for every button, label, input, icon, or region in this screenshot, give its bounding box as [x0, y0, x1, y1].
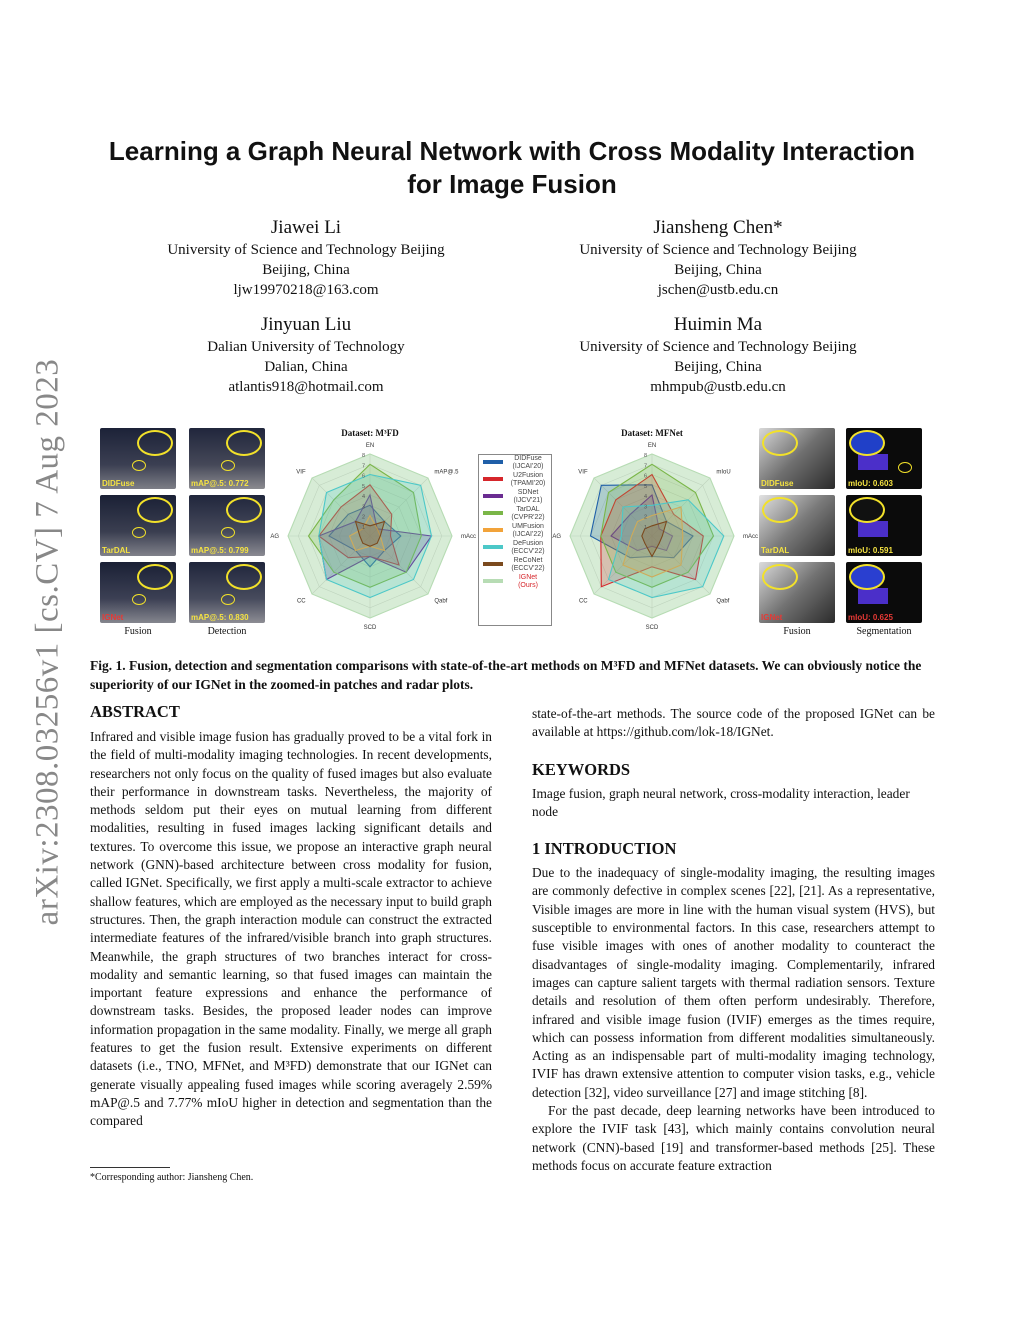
- zoom-circle: [221, 594, 235, 605]
- author-affiliation: University of Science and Technology Beijing: [579, 339, 857, 355]
- detection-image-tile: [189, 562, 265, 623]
- author-affiliation: University of Science and Technology Beijing: [167, 242, 445, 258]
- zoom-circle: [226, 564, 262, 590]
- ring-tick-label: 7: [361, 463, 365, 470]
- footnote: *Corresponding author: Jiansheng Chen.: [90, 1172, 254, 1183]
- zoom-circle: [762, 430, 798, 456]
- legend-name: UMFusion: [512, 523, 544, 530]
- fusion-image-tile: [100, 428, 176, 489]
- axis-label: CC: [296, 598, 306, 605]
- zoom-circle: [221, 527, 235, 538]
- left-column: [90, 702, 492, 1131]
- author-block: [130, 313, 482, 397]
- legend-swatch: [483, 579, 503, 583]
- author-location: Beijing, China: [262, 262, 350, 278]
- legend-item: [479, 506, 551, 523]
- author-block: [130, 216, 482, 300]
- author-location: Beijing, China: [674, 359, 762, 375]
- zoom-circle: [137, 564, 173, 590]
- legend-item: [479, 489, 551, 506]
- ring-tick-label: 3: [643, 504, 647, 511]
- axis-label: VIF: [296, 469, 306, 476]
- zoom-circle: [849, 430, 885, 456]
- axis-label: mAcc: [461, 534, 476, 540]
- zoom-circle: [221, 460, 235, 471]
- legend-venue: (TPAMI'20): [510, 480, 546, 487]
- segmentation-image-tile: [846, 428, 922, 489]
- fusion-image-tile: [759, 562, 835, 623]
- axis-label: mIoU: [716, 469, 731, 476]
- tile-label: mAP@.5: 0.799: [191, 546, 249, 555]
- segment-region: [858, 588, 888, 604]
- author-location: Beijing, China: [674, 262, 762, 278]
- tile-label: mIoU: 0.603: [848, 479, 893, 488]
- ring-tick-label: 6: [361, 473, 365, 480]
- figure-1: [100, 424, 924, 642]
- chart-title: Dataset: MFNet: [621, 428, 683, 438]
- tile-label: mAP@.5: 0.830: [191, 613, 249, 622]
- tile-label: mAP@.5: 0.772: [191, 479, 249, 488]
- abstract-text: Infrared and visible image fusion has gradually proved to be a vital fork in the field of multi-modality imaging technologies. In recent developments, researchers not only focus on the quality of fused images but also evaluate their performance in downstream tasks. Nevertheless, the majority of methods seldom put their eyes on mutual learning from different modalities, resulting in fused images lacking significant details and textures. To overcome this issue, we propose an interactive graph neural network (GNN)-based architecture between cross modality for fusion, called IGNet. Specifically, we first apply a multi-scale extractor to achieve shallow features, which are employed as the necessary input to build graph structures. Then, the graph interaction module can construct the extracted intermediate features of the infrared/visible branch into graph structures. Meanwhile, the graph structures of two branches interact for cross-modality and semantic learning, so that fused images can maintain the important feature expressions and enhance the performance of downstream tasks. Besides, the proposed leader nodes can improve information propagation in the same modality. Finally, we merge all graph features to get the fusion result. Extensive experiments on different datasets (i.e., TNO, MFNet, and M³FD) demonstrate that our IGNet can generate visually appealing fused images while scoring averagely 2.59% mAP@.5 and 7.77% mIoU higher in detection and segmentation than the compared: [90, 729, 492, 1129]
- author-affiliation: Dalian University of Technology: [207, 339, 405, 355]
- legend-swatch: [483, 545, 503, 549]
- segmentation-image-tile: [846, 562, 922, 623]
- legend-swatch: [483, 562, 503, 566]
- ring-tick-label: 3: [361, 504, 365, 511]
- axis-label: SCD: [363, 625, 377, 631]
- axis-label: CC: [578, 598, 588, 605]
- author-email: ljw19970218@163.com: [233, 282, 379, 298]
- author-affiliation: University of Science and Technology Beijing: [579, 242, 857, 258]
- column-caption: Segmentation: [856, 626, 912, 637]
- segment-region: [858, 454, 888, 470]
- zoom-circle: [137, 430, 173, 456]
- legend-venue: (IJCV'21): [513, 497, 543, 504]
- zoom-circle: [226, 430, 262, 456]
- legend-item: [479, 540, 551, 557]
- zoom-circle: [898, 462, 912, 473]
- arxiv-stamp: [28, 355, 68, 930]
- legend-name: DeFusion: [513, 540, 543, 547]
- tile-label: mIoU: 0.591: [848, 546, 893, 555]
- legend-item: [479, 455, 551, 472]
- tile-label: DIDFuse: [102, 479, 135, 488]
- zoom-circle: [132, 594, 146, 605]
- legend-venue: (IJCAI'20): [512, 463, 544, 470]
- axis-label: EN: [365, 443, 375, 449]
- detection-image-tile: [189, 428, 265, 489]
- legend-item: [479, 557, 551, 574]
- chart-legend: [478, 454, 552, 626]
- axis-label: AG: [552, 534, 561, 540]
- fusion-image-tile: [100, 562, 176, 623]
- figure-caption: Fig. 1. Fusion, detection and segmentation comparisons with state-of-the-art methods on M³FD and MFNet datasets. We can obviously notice the superiority of our IGNet in the zoomed-in patches and radar plots.: [90, 658, 922, 692]
- author-location: Dalian, China: [264, 359, 348, 375]
- column-caption: Fusion: [783, 626, 811, 637]
- legend-item: [479, 523, 551, 540]
- radar-chart-mfnet: [552, 424, 758, 642]
- legend-swatch: [483, 494, 503, 498]
- ring-tick-label: 1: [643, 524, 647, 531]
- ring-tick-label: 4: [361, 494, 365, 500]
- segment-region: [858, 521, 888, 537]
- ring-tick-label: 5: [361, 483, 365, 490]
- axis-label: mAP@.5: [434, 469, 459, 476]
- legend-name: DIDFuse: [514, 455, 542, 462]
- ring-tick-label: 4: [643, 494, 647, 500]
- zoom-circle: [137, 497, 173, 523]
- legend-swatch: [483, 511, 503, 515]
- axis-label: Qabf: [434, 598, 448, 605]
- author-block: [542, 216, 894, 300]
- legend-venue: (IJCAI'22): [512, 531, 544, 538]
- detection-image-tile: [189, 495, 265, 556]
- author-email: mhmpub@ustb.edu.cn: [650, 379, 786, 395]
- radar-chart-m3fd: [270, 424, 476, 642]
- zoom-circle: [226, 497, 262, 523]
- introduction-paragraph: Due to the inadequacy of single-modality imaging, the resulting images are commonly defective in complex scenes [22], [21]. As a representative, Visible images are more in line with the human visual system (HVS), but susceptible to environmental factors. In this case, researchers attempt to fuse visible images with ones of another modality to counteract the disadvantages of single-modality imaging. Complementarily, infrared images can capture salient targets with thermal radiation sensors. Texture details and resolution of them often perform undesirably. Therefore, infrared and visible image fusion (IVIF) emerges as the times require, which can possess information from different modalities simultaneously. Acting as an indispensable part of multi-modality imaging technology, IVIF has drawn extensive attention to computer vision tasks, e.g., vehicle detection [32], video surveillance [27] and image stitching [8].: [532, 865, 935, 1100]
- legend-name: TarDAL: [516, 506, 540, 513]
- tile-label: DIDFuse: [761, 479, 794, 488]
- legend-name: SDNet: [517, 489, 539, 496]
- zoom-circle: [132, 460, 146, 471]
- zoom-circle: [849, 564, 885, 590]
- legend-item: [479, 472, 551, 489]
- author-name: Jiawei Li: [270, 217, 342, 238]
- abstract-heading: ABSTRACT: [90, 702, 180, 721]
- axis-label: VIF: [578, 469, 588, 476]
- axis-label: SCD: [645, 625, 659, 631]
- legend-name: ReCoNet: [513, 557, 543, 564]
- author-name: Huimin Ma: [673, 314, 763, 335]
- author-name: Jinyuan Liu: [260, 314, 352, 335]
- tile-label: TarDAL: [761, 546, 790, 555]
- axis-label: AG: [270, 534, 279, 540]
- introduction-heading: 1 INTRODUCTION: [532, 839, 677, 859]
- segmentation-image-tile: [846, 495, 922, 556]
- legend-item: [479, 574, 551, 591]
- legend-swatch: [483, 460, 503, 464]
- legend-venue: (ECCV'22): [511, 565, 545, 572]
- column-caption: Fusion: [124, 626, 152, 637]
- tile-label: IGNet: [102, 613, 124, 622]
- author-email: jschen@ustb.edu.cn: [657, 282, 779, 298]
- keywords-text: Image fusion, graph neural network, cross-modality interaction, leader node: [532, 785, 910, 819]
- zoom-circle: [849, 497, 885, 523]
- abstract-continuation: state-of-the-art methods. The source code of the proposed IGNet can be available at https://github.com/lok-18/IGNet.: [532, 706, 935, 740]
- zoom-circle: [132, 527, 146, 538]
- author-name: Jiansheng Chen*: [653, 217, 783, 238]
- legend-venue: (CVPR'22): [511, 514, 545, 521]
- zoom-circle: [762, 497, 798, 523]
- ring-tick-label: 1: [361, 524, 365, 531]
- tile-label: TarDAL: [102, 546, 131, 555]
- author-email: atlantis918@hotmail.com: [228, 379, 384, 395]
- right-column: [532, 705, 935, 1175]
- ring-tick-label: 6: [643, 473, 647, 480]
- fusion-image-tile: [759, 495, 835, 556]
- keywords-heading: KEYWORDS: [532, 759, 631, 779]
- legend-swatch: [483, 528, 503, 532]
- footnote-rule: [90, 1167, 170, 1168]
- introduction-paragraph: For the past decade, deep learning networks have been introduced to explore the IVIF task [43], which mainly contains convolution neural network (CNN)-based [19] and transformer-based methods [25]. These methods focus on accurate feature extraction: [532, 1103, 935, 1173]
- ring-tick-label: 8: [643, 453, 647, 459]
- axis-label: EN: [647, 443, 657, 449]
- ring-tick-label: 5: [643, 483, 647, 490]
- tile-label: mIoU: 0.625: [848, 613, 893, 622]
- paper-title: Learning a Graph Neural Network with Cross Modality Interaction for Image Fusion: [108, 136, 916, 199]
- column-caption: Detection: [207, 626, 247, 637]
- ring-tick-label: 2: [643, 514, 647, 521]
- ring-tick-label: 2: [361, 514, 365, 521]
- legend-swatch: [483, 477, 503, 481]
- ring-tick-label: 8: [361, 453, 365, 459]
- chart-title: Dataset: M³FD: [341, 428, 399, 438]
- fusion-image-tile: [100, 495, 176, 556]
- legend-name: U2Fusion: [513, 472, 543, 479]
- author-block: [542, 313, 894, 397]
- legend-venue: (Ours): [518, 582, 538, 589]
- legend-name: IGNet: [518, 574, 538, 581]
- axis-label: mAcc: [743, 534, 758, 540]
- fusion-image-tile: [759, 428, 835, 489]
- tile-label: IGNet: [761, 613, 783, 622]
- ring-tick-label: 7: [643, 463, 647, 470]
- arxiv-stamp-text: arXiv:2308.03256v1 [cs.CV] 7 Aug 2023: [29, 358, 66, 926]
- axis-label: Qabf: [716, 598, 730, 605]
- zoom-circle: [762, 564, 798, 590]
- legend-venue: (ECCV'22): [511, 548, 545, 555]
